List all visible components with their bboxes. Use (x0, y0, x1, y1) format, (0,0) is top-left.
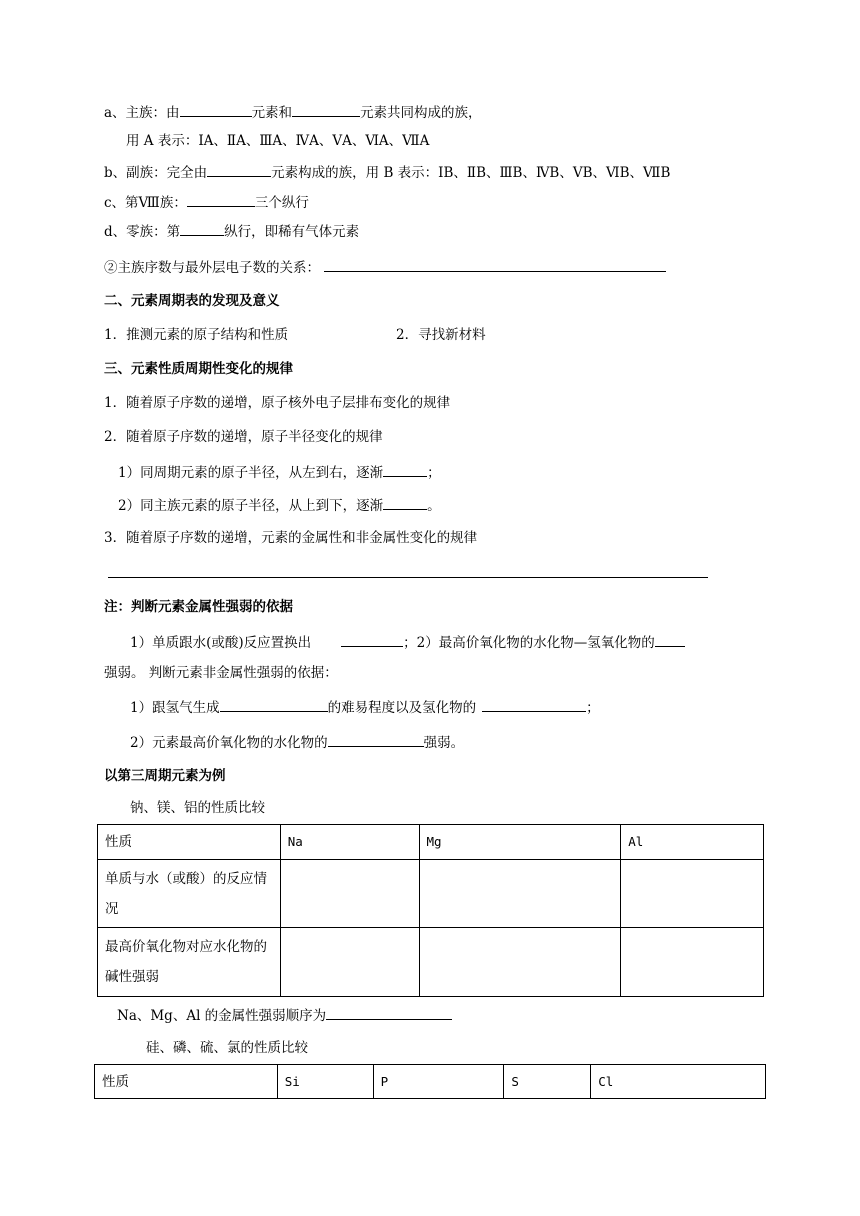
blank-field[interactable] (655, 632, 685, 647)
table-cell[interactable] (419, 860, 621, 928)
line-sub-group: b、副族：完全由 元素构成的族，用 B 表示：ⅠB、ⅡB、ⅢB、ⅣB、ⅤB、ⅥB、ⅦB (104, 162, 670, 182)
table-cell[interactable] (621, 928, 764, 997)
table-cell[interactable] (280, 860, 419, 928)
table-row (98, 928, 764, 997)
list-item: 3．随着原子序数的递增，元素的金属性和非金属性变化的规律 (104, 530, 478, 546)
blank-field[interactable] (292, 102, 360, 117)
blank-field[interactable] (383, 495, 427, 510)
line-main-group-notation: 用 A 表示：ⅠA、ⅡA、ⅢA、ⅣA、ⅤA、ⅥA、ⅦA (126, 133, 430, 149)
blank-field[interactable] (207, 162, 271, 177)
table-header-cell: Al (621, 825, 764, 860)
comparison-table-na-mg-al (97, 824, 764, 997)
table-header-cell: Si (277, 1065, 373, 1099)
table-header-cell: P (373, 1065, 504, 1099)
note-heading: 注：判断元素金属性强弱的依据 (104, 599, 293, 615)
table-cell[interactable] (419, 928, 621, 997)
table-row (98, 860, 764, 928)
table-header-cell: 性质 (95, 1065, 278, 1099)
table-cell[interactable] (280, 928, 419, 997)
blank-field[interactable] (180, 102, 252, 117)
answer-line[interactable] (108, 577, 708, 578)
order-line: Na、Mg、Al 的金属性强弱顺序为 (117, 1005, 452, 1025)
list-item: 1．推测元素的原子结构和性质 (104, 327, 289, 343)
note-line: 2）元素最高价氧化物的水化物的 强弱。 (130, 732, 464, 752)
sub-item: 2）同主族元素的原子半径，从上到下，逐渐 。 (118, 495, 441, 515)
table-header-cell: Mg (419, 825, 621, 860)
table-caption: 钠、镁、铝的性质比较 (130, 800, 265, 816)
table-row (98, 825, 764, 860)
table-cell[interactable] (621, 860, 764, 928)
note-line: 强弱。 判断元素非金属性强弱的依据： (104, 665, 338, 681)
table-header-cell: Cl (591, 1065, 766, 1099)
blank-field[interactable] (341, 632, 403, 647)
table-row (95, 1065, 766, 1099)
table-row-label: 最高价氧化物对应水化物的碱性强弱 (98, 928, 281, 997)
blank-field[interactable] (324, 257, 666, 272)
line-zero-group: d、零族：第 纵行，即稀有气体元素 (104, 221, 359, 241)
blank-field[interactable] (187, 192, 255, 207)
section-heading: 三、元素性质周期性变化的规律 (104, 361, 293, 377)
table-caption: 硅、磷、硫、氯的性质比较 (146, 1040, 308, 1056)
table-header-cell: 性质 (98, 825, 281, 860)
blank-field[interactable] (326, 1005, 452, 1020)
blank-field[interactable] (220, 697, 328, 712)
note-line: 1）单质跟水(或酸)反应置换出 ；2）最高价氧化物的水化物—氢氧化物的 (130, 632, 685, 652)
list-item: 2．随着原子序数的递增，原子半径变化的规律 (104, 429, 383, 445)
list-item: 1．随着原子序数的递增，原子核外电子层排布变化的规律 (104, 395, 451, 411)
section-heading: 以第三周期元素为例 (104, 768, 226, 784)
list-item: 2．寻找新材料 (396, 327, 486, 343)
line-group-viii: c、第Ⅷ族： 三个纵行 (104, 192, 309, 212)
sub-item: 1）同周期元素的原子半径，从左到右，逐渐 ； (118, 462, 441, 482)
blank-field[interactable] (328, 732, 424, 747)
line-group-electron-relation: ②主族序数与最外层电子数的关系： (104, 257, 666, 277)
comparison-table-si-p-s-cl (94, 1064, 766, 1099)
table-header-cell: S (504, 1065, 591, 1099)
table-header-cell: Na (280, 825, 419, 860)
blank-field[interactable] (180, 221, 224, 236)
note-line: 1）跟氢气生成 的难易程度以及氢化物的 ； (130, 697, 600, 717)
blank-field[interactable] (482, 697, 586, 712)
blank-field[interactable] (383, 462, 427, 477)
table-row-label: 单质与水（或酸）的反应情况 (98, 860, 281, 928)
section-heading: 二、元素周期表的发现及意义 (104, 293, 280, 309)
line-main-group: a、主族：由 元素和 元素共同构成的族， (104, 102, 482, 122)
